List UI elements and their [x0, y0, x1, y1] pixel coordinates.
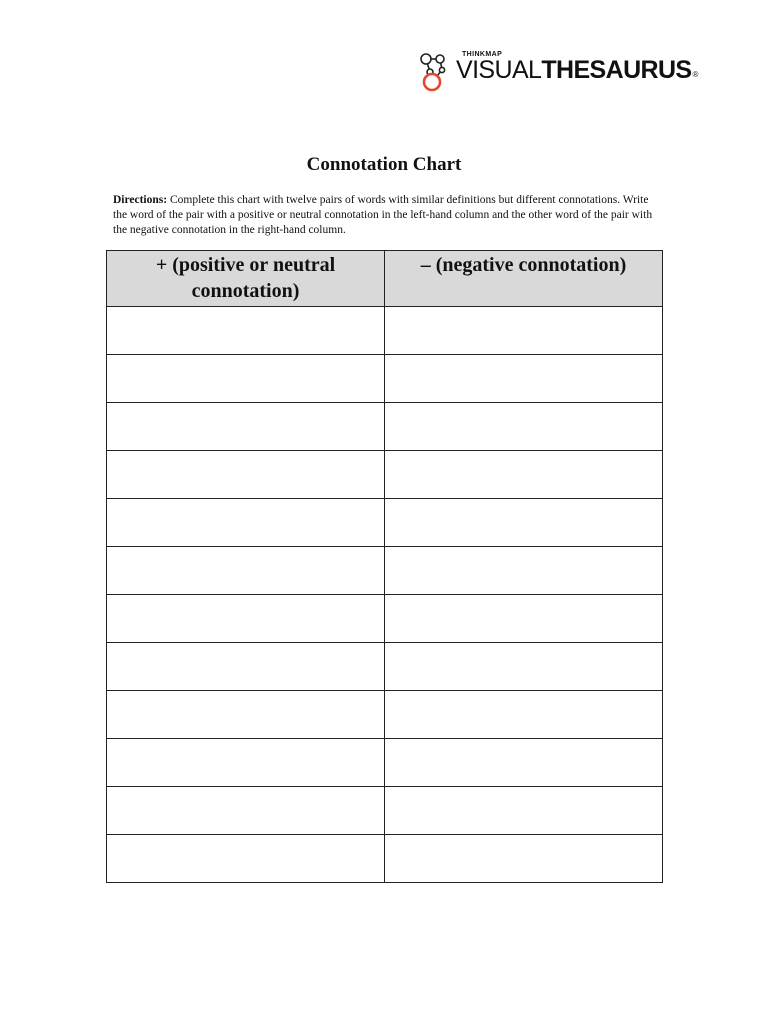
table-row: [107, 355, 663, 403]
positive-cell[interactable]: [107, 403, 385, 451]
logo-wordmark: [456, 56, 698, 84]
negative-cell[interactable]: [385, 307, 663, 355]
directions-text: Complete this chart with twelve pairs of words with similar definitions but different connotations. Write the word of the pair with a positive or neutral connotation in the left-hand column and the other word of the pair with the negative connotation in the right-hand column.: [113, 194, 653, 236]
positive-cell[interactable]: [107, 499, 385, 547]
table-row: [107, 499, 663, 547]
page-title: Connotation Chart: [306, 154, 462, 175]
negative-cell[interactable]: [385, 403, 663, 451]
visual-thesaurus-logo: [418, 50, 718, 96]
positive-cell[interactable]: [107, 739, 385, 787]
table-header-row: [107, 251, 663, 307]
negative-cell[interactable]: [385, 787, 663, 835]
positive-cell[interactable]: [107, 691, 385, 739]
negative-cell[interactable]: [385, 595, 663, 643]
table-row: [107, 691, 663, 739]
negative-cell[interactable]: [385, 499, 663, 547]
negative-cell[interactable]: [385, 547, 663, 595]
negative-cell[interactable]: [385, 739, 663, 787]
directions-paragraph: [113, 193, 663, 238]
table-row: [107, 739, 663, 787]
table-row: [107, 835, 663, 883]
logo-visual-text: VISUAL: [456, 56, 542, 84]
table-row: [107, 307, 663, 355]
table-row: [107, 403, 663, 451]
table-row: [107, 643, 663, 691]
connotation-table: [106, 250, 663, 883]
negative-cell[interactable]: [385, 355, 663, 403]
positive-cell[interactable]: [107, 643, 385, 691]
positive-cell[interactable]: [107, 451, 385, 499]
positive-cell[interactable]: [107, 547, 385, 595]
positive-cell[interactable]: [107, 787, 385, 835]
header-positive: + (positive or neutral connotation): [107, 251, 385, 307]
table-row: [107, 595, 663, 643]
header-negative: – (negative connotation): [385, 251, 663, 307]
negative-cell[interactable]: [385, 691, 663, 739]
negative-cell[interactable]: [385, 835, 663, 883]
positive-cell[interactable]: [107, 595, 385, 643]
negative-cell[interactable]: [385, 451, 663, 499]
table-body: [107, 307, 663, 883]
positive-cell[interactable]: [107, 355, 385, 403]
table-row: [107, 547, 663, 595]
logo-thesaurus-text: THESAURUS: [541, 56, 692, 84]
logo-trademark: ®: [692, 70, 698, 79]
table-row: [107, 451, 663, 499]
directions-label: Directions:: [113, 194, 168, 206]
table-row: [107, 787, 663, 835]
negative-cell[interactable]: [385, 643, 663, 691]
logo-thinkmap-text: THINKMAP: [462, 51, 503, 58]
positive-cell[interactable]: [107, 835, 385, 883]
positive-cell[interactable]: [107, 307, 385, 355]
